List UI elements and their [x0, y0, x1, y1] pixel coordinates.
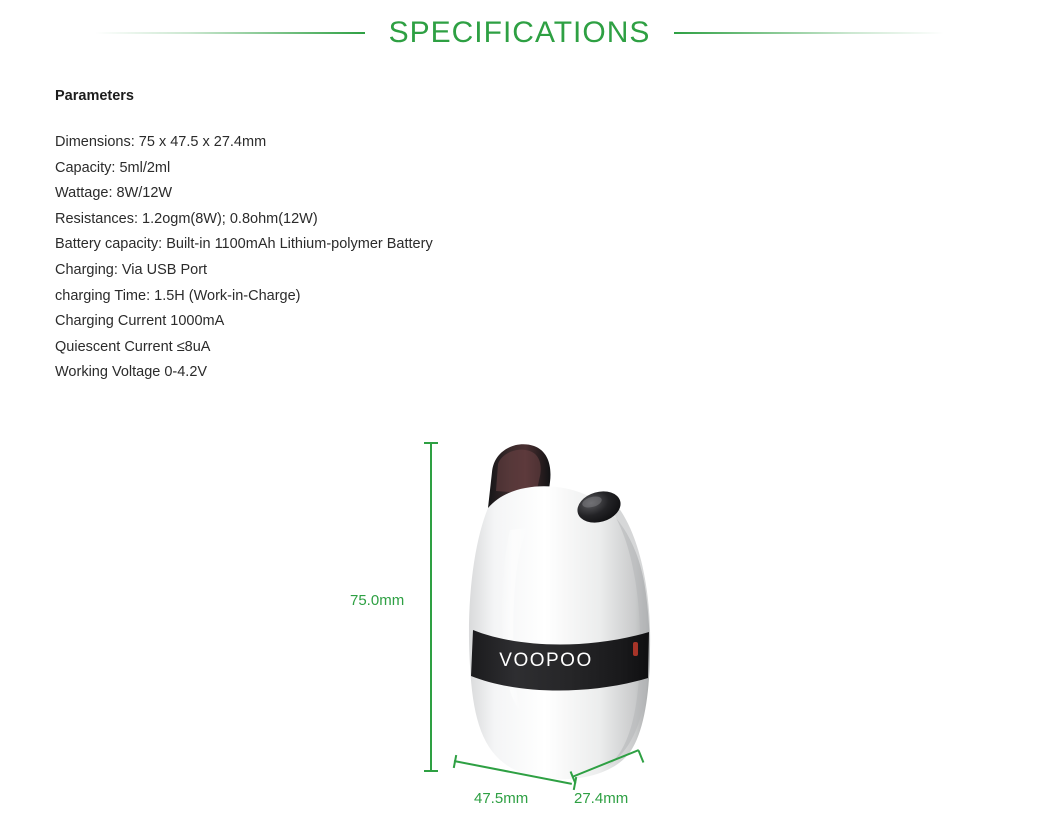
- parameters-section: [55, 88, 675, 386]
- height-dimension-line: [430, 442, 432, 772]
- page-title: SPECIFICATIONS: [388, 16, 651, 49]
- list-item: Dimensions: 75 x 47.5 x 27.4mm: [55, 134, 267, 150]
- depth-tick-right: [638, 750, 645, 763]
- header-rule-right: [674, 32, 944, 34]
- header-rule-left: [95, 32, 365, 34]
- led-indicator: [633, 642, 638, 656]
- depth-dimension-line: [570, 750, 660, 780]
- depth-dimension-label: 27.4mm: [574, 790, 629, 807]
- width-dimension-label: 47.5mm: [474, 790, 529, 807]
- list-item: Charging: Via USB Port: [55, 261, 208, 278]
- list-item: Battery capacity: Built-in 1100mAh Lithium-polymer Battery: [55, 236, 433, 253]
- list-item: Resistances: 1.2ogm(8W); 0.8ohm(12W): [55, 210, 318, 227]
- vape-device-illustration: [458, 434, 688, 799]
- list-item: Quiescent Current ≤8uA: [55, 338, 211, 355]
- parameters-heading: Parameters: [55, 88, 134, 104]
- height-dimension-label: 75.0mm: [350, 592, 405, 609]
- list-item: charging Time: 1.5H (Work-in-Charge): [55, 287, 301, 304]
- list-item: Wattage: 8W/12W: [55, 185, 173, 202]
- list-item: Working Voltage 0-4.2V: [55, 364, 208, 381]
- parameters-list: [55, 130, 675, 386]
- product-dimension-figure: [340, 420, 760, 820]
- depth-line: [572, 749, 640, 778]
- width-dimension-line: [450, 758, 578, 782]
- specifications-header: [0, 0, 1039, 66]
- width-line: [454, 760, 572, 785]
- brand-label: VOOPOO: [499, 650, 593, 671]
- list-item: Capacity: 5ml/2ml: [55, 159, 171, 176]
- list-item: Charging Current 1000mA: [55, 313, 225, 330]
